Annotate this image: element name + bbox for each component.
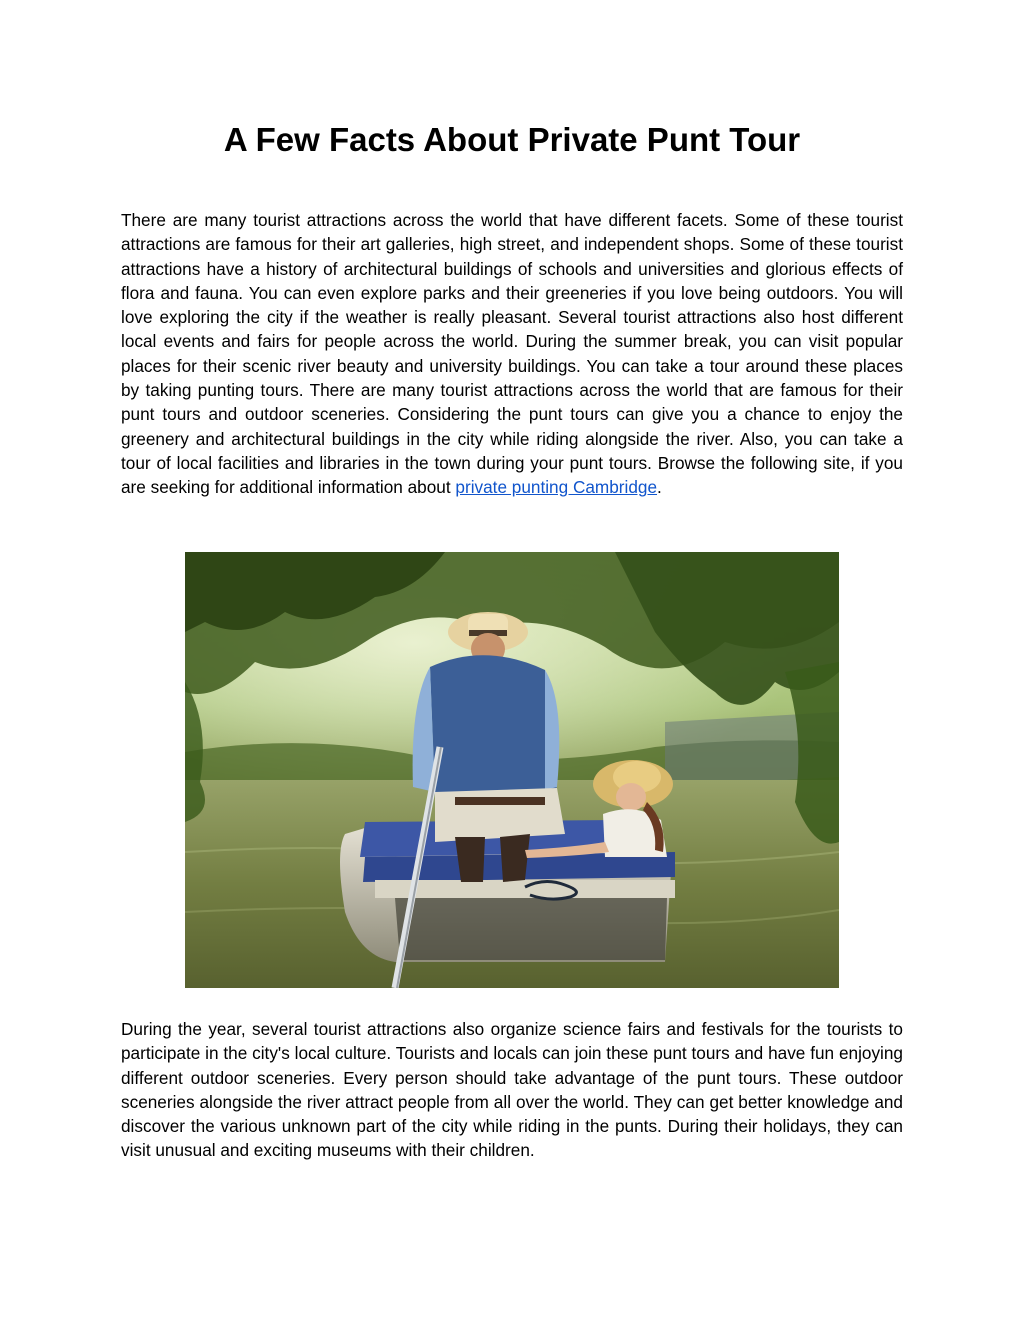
page-title: A Few Facts About Private Punt Tour — [223, 121, 801, 158]
closing-paragraph: During the year, several tourist attractions also organize science fairs and festivals for the tourists to participate in the city's local culture. Tourists and locals can join these punt tours and have fun enjoying different outdoor sceneries. Every person should take advantage of the punt tours. These outdoor sceneries alongside the river attract people from all over the world. They can get better knowledge and discover the various unknown part of the city while riding in the punts. During their holidays, they can visit unusual and exciting museums with their children. — [121, 1019, 903, 1161]
punt-tour-photo — [185, 552, 839, 988]
intro-paragraph — [121, 208, 903, 500]
private-punting-cambridge-link[interactable]: private punting Cambridge — [455, 477, 658, 498]
intro-paragraph-end: . — [657, 477, 662, 498]
intro-paragraph-text: There are many tourist attractions across the world that have different facets. Some of these tourist attractions are famous for their art galleries, high street, and independent shops. Some of these tourist attractions have a history of architectural buildings of schools and universities and glorious effects of flora and fauna. You can even explore parks and their greeneries if you love being outdoors. You will love exploring the city if the weather is really pleasant. Several tourist attractions also host different local events and fairs for people across the world. During the summer break, you can visit popular places for their scenic river beauty and university buildings. You can take a tour around these places by taking punting tours. There are many tourist attractions across the world that are famous for their punt tours and outdoor sceneries. Considering the punt tours can give you a chance to enjoy the greenery and architectural buildings in the city while riding alongside the river. Also, you can take a tour of local facilities and libraries in the town during your punt tours. Browse the following site, if you are seeking for additional information about — [121, 210, 903, 498]
